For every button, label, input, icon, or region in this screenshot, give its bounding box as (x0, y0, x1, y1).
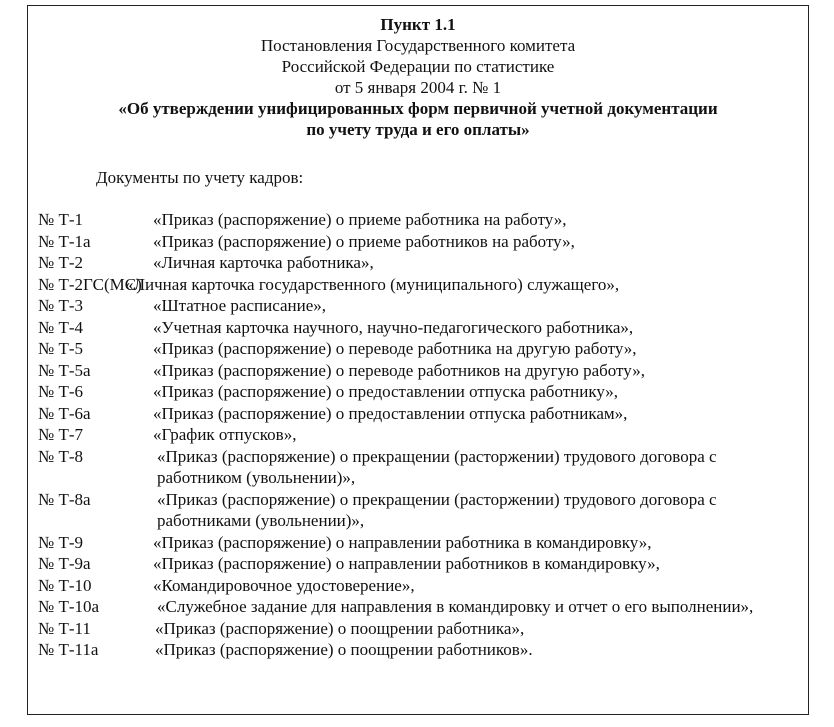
document-title: «Приказ (распоряжение) о прекращении (расторжении) трудового договора с работником (увольнении)», (157, 446, 717, 487)
document-number: № Т-4 (38, 317, 84, 337)
document-title: «Командировочное удостоверение», (153, 575, 415, 595)
document-list-item (38, 575, 798, 597)
document-number: № Т-1а (38, 231, 91, 251)
document-title: «Приказ (распоряжение) о поощрении работника», (155, 618, 525, 638)
document-frame (27, 5, 809, 715)
document-list-item (38, 489, 798, 532)
document-title: «Служебное задание для направления в командировку и отчет о его выполнении», (157, 597, 754, 616)
document-title: «Приказ (распоряжение) о направлении работников в командировку», (153, 554, 660, 573)
document-title: «Приказ (распоряжение) о предоставлении отпуска работникам», (153, 403, 628, 423)
document-list-item (38, 209, 798, 231)
document-title: «График отпусков», (153, 425, 297, 444)
document-number: № Т-6а (38, 403, 91, 423)
item-heading: Пункт 1.1 (380, 15, 456, 34)
document-number: № Т-7 (38, 425, 84, 444)
document-list-item (38, 532, 798, 554)
document-list-item (38, 596, 798, 618)
document-number: № Т-11 (38, 618, 91, 638)
document-title: «Приказ (распоряжение) о переводе работников на другую работу», (153, 360, 645, 380)
document-title: «Приказ (распоряжение) о предоставлении отпуска работнику», (153, 382, 619, 401)
document-list-item (38, 381, 798, 403)
resolution-line-1: Постановления Государственного комитета (260, 36, 576, 55)
document-number: № Т-9а (38, 554, 91, 573)
document-list-item (38, 360, 798, 382)
intro-text: Документы по учету кадров: (96, 168, 304, 187)
document-list-item (38, 403, 798, 425)
document-list-item (38, 446, 798, 489)
document-list-item (38, 252, 798, 274)
document-number: № Т-5а (38, 360, 91, 380)
document-list-item (38, 231, 798, 253)
document-list-item (38, 295, 798, 317)
document-title: «Личная карточка работника», (153, 253, 374, 272)
document-title: «Учетная карточка научного, научно-педагогического работника», (153, 317, 634, 337)
document-list-item (38, 618, 798, 640)
document-number: № Т-2 (38, 253, 84, 272)
document-title: «Приказ (распоряжение) о приеме работника на работу», (153, 210, 567, 229)
document-list-item (38, 317, 798, 339)
document-title: «Приказ (распоряжение) о направлении работника в командировку», (153, 532, 652, 552)
document-number: № Т-8а (38, 489, 91, 509)
document-list-item (38, 274, 798, 296)
document-number: № Т-5 (38, 339, 84, 358)
document-title: «Приказ (распоряжение) о прекращении (расторжении) трудового договора с работниками (увольнении)», (157, 489, 717, 530)
resolution-date: от 5 января 2004 г. № 1 (334, 78, 502, 97)
document-number: № Т-6 (38, 382, 84, 401)
document-header (28, 14, 808, 140)
resolution-title-line-1: «Об утверждении унифицированных форм первичной учетной документации (118, 99, 718, 118)
document-number: № Т-11а (38, 640, 99, 659)
document-number: № Т-2ГС(МС) (38, 274, 142, 294)
document-title: «Приказ (распоряжение) о переводе работника на другую работу», (153, 339, 637, 358)
document-list-item (38, 639, 798, 661)
document-number: № Т-1 (38, 210, 84, 229)
document-number: № Т-8 (38, 446, 84, 466)
document-number: № Т-10 (38, 575, 92, 595)
document-title: «Личная карточка государственного (муниципального) служащего», (125, 274, 620, 294)
document-list-item (38, 553, 798, 575)
document-title: «Приказ (распоряжение) о поощрении работников». (155, 640, 533, 659)
resolution-line-2: Российской Федерации по статистике (281, 57, 555, 76)
document-title: «Приказ (распоряжение) о приеме работников на работу», (153, 231, 575, 251)
document-number: № Т-10а (38, 597, 100, 616)
document-title: «Штатное расписание», (153, 296, 326, 315)
resolution-title-line-2: по учету труда и его оплаты» (306, 120, 530, 139)
document-number: № Т-9 (38, 532, 84, 552)
document-list-item (38, 424, 798, 446)
document-list-item (38, 338, 798, 360)
document-list (38, 209, 798, 661)
document-number: № Т-3 (38, 296, 84, 315)
